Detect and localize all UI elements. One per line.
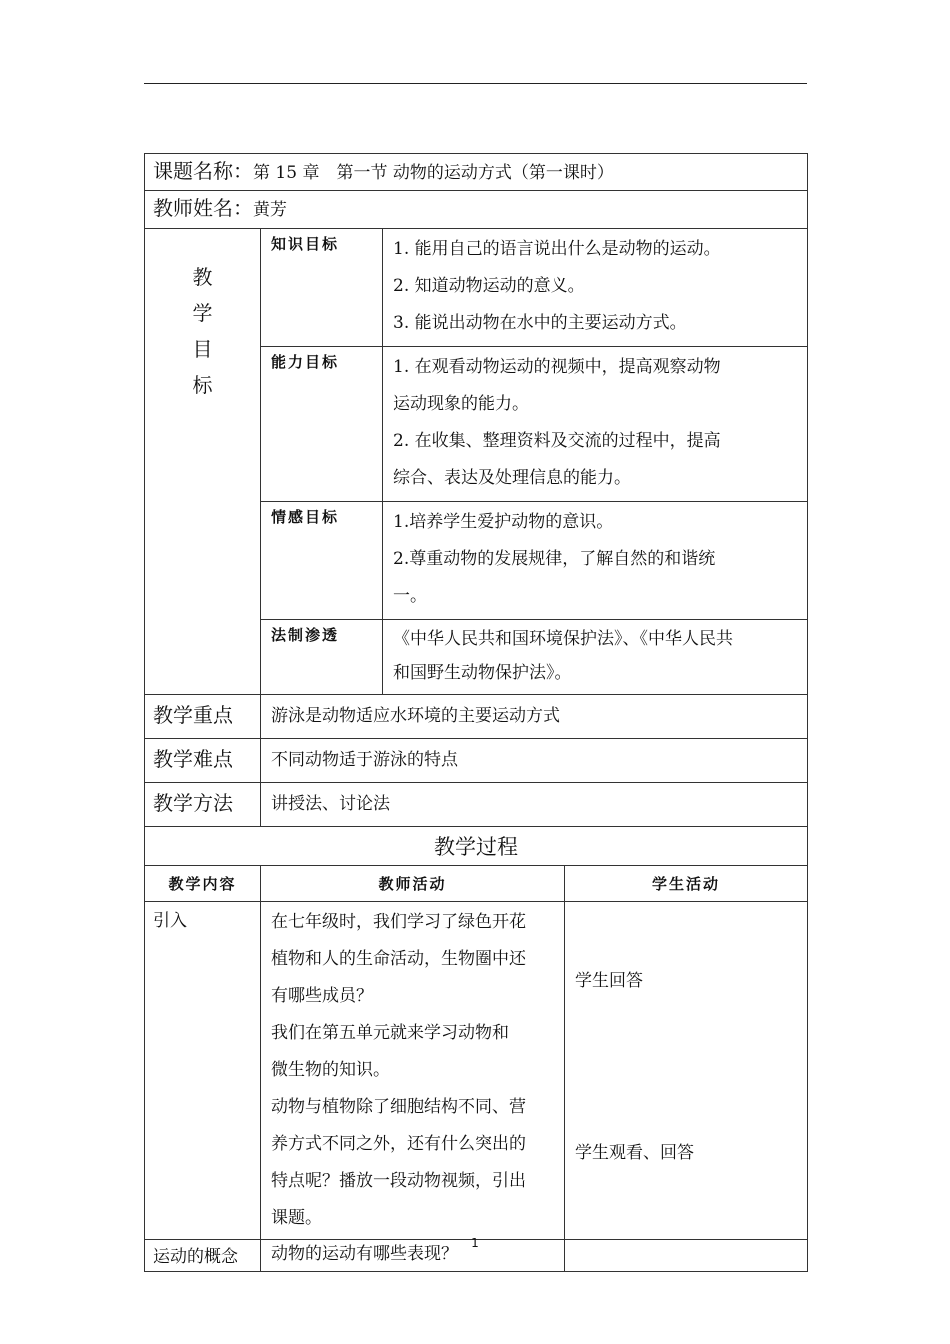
method-label: 教学方法	[145, 783, 261, 827]
goals-label: 教 学 目 标	[145, 229, 261, 695]
difficulty-row	[145, 739, 808, 783]
process-row-intro	[145, 902, 808, 1240]
method-row	[145, 783, 808, 827]
key-point-label: 教学重点	[145, 695, 261, 739]
process-title-row	[145, 827, 808, 866]
goal-row-knowledge	[145, 229, 808, 347]
process-content-intro: 引入	[145, 902, 261, 1240]
title-cell	[145, 154, 808, 191]
key-point-value: 游泳是动物适应水环境的主要运动方式	[261, 695, 808, 739]
difficulty-value: 不同动物适于游泳的特点	[261, 739, 808, 783]
lesson-plan-table	[144, 153, 808, 1272]
column-header-row	[145, 866, 808, 902]
column-header-content: 教学内容	[145, 866, 261, 902]
method-value: 讲授法、讨论法	[261, 783, 808, 827]
process-content-concept: 运动的概念	[145, 1240, 261, 1272]
process-student-intro	[565, 902, 808, 1240]
goal-label-law: 法制渗透	[261, 620, 383, 695]
goal-label-ability: 能力目标	[261, 347, 383, 502]
column-header-teacher: 教师活动	[261, 866, 565, 902]
page-number: 1	[471, 1236, 479, 1250]
goal-text-law: 《中华人民共和国环境保护法》、《中华人民共 和国野生动物保护法》。	[383, 620, 808, 695]
title-row	[145, 154, 808, 191]
goal-label-knowledge: 知识目标	[261, 229, 383, 347]
goal-label-emotion: 情感目标	[261, 502, 383, 620]
key-point-row	[145, 695, 808, 739]
process-teacher-intro: 在七年级时，我们学习了绿色开花 植物和人的生命活动，生物圈中还 有哪些成员？ 我们在第五单元就来学习动物和 微生物的知识。 动物与植物除了细胞结构不同、营 养方式不同之外，还有什么突出的 特点呢？播放一段动物视频，引出 课题。	[261, 902, 565, 1240]
student-answer-2: 学生观看、回答	[575, 1143, 694, 1163]
header-rule	[144, 83, 807, 84]
difficulty-label: 教学难点	[145, 739, 261, 783]
process-title: 教学过程	[145, 827, 808, 866]
teacher-cell	[145, 191, 808, 229]
teacher-value: 黄芳	[253, 200, 287, 220]
teacher-label: 教师姓名：	[153, 196, 253, 220]
process-teacher-concept: 动物的运动有哪些表现？	[261, 1240, 565, 1272]
column-header-student: 学生活动	[565, 866, 808, 902]
teacher-row	[145, 191, 808, 229]
title-label: 课题名称：	[153, 159, 253, 183]
student-answer-1: 学生回答	[575, 971, 643, 991]
goal-text-knowledge: 1. 能用自己的语言说出什么是动物的运动。 2. 知道动物运动的意义。 3. 能说出动物在水中的主要运动方式。	[383, 229, 808, 347]
title-value: 第 15 章 第一节 动物的运动方式（第一课时）	[253, 163, 614, 183]
goal-text-ability: 1. 在观看动物运动的视频中，提高观察动物 运动现象的能力。 2. 在收集、整理资料及交流的过程中，提高 综合、表达及处理信息的能力。	[383, 347, 808, 502]
goal-text-emotion: 1.培养学生爱护动物的意识。 2.尊重动物的发展规律，了解自然的和谐统 一。	[383, 502, 808, 620]
